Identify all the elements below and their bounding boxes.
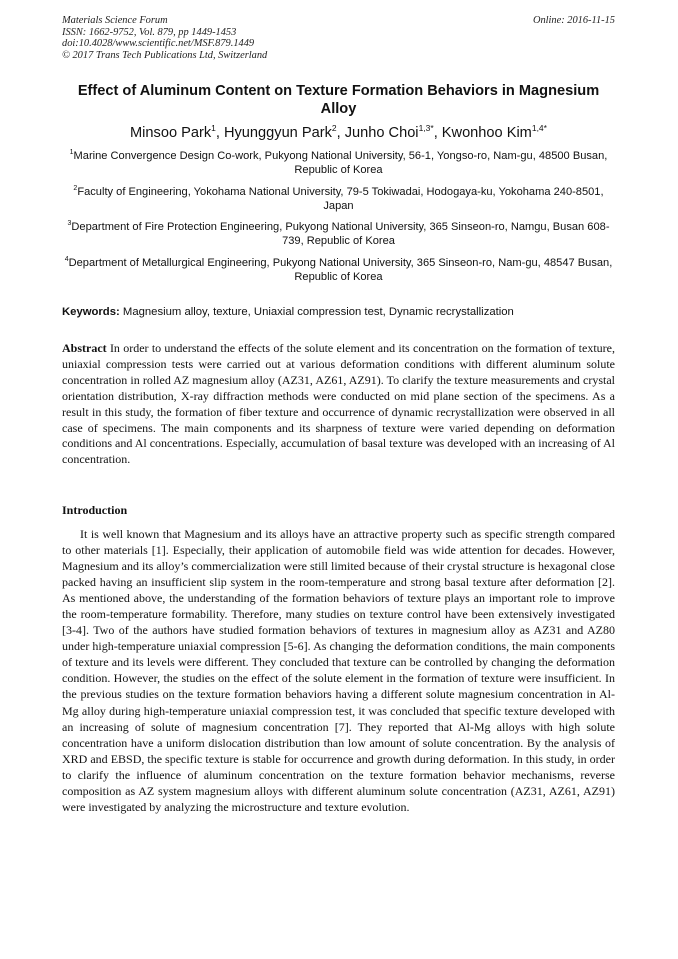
author: Minsoo Park$^1$, <box>130 123 224 141</box>
keywords-text: Magnesium alloy, texture, Uniaxial compression test, Dynamic recrystallization <box>122 306 514 318</box>
journal-name: Materials Science Forum <box>62 15 168 26</box>
doi-line: doi:10.4028/www.scientific.net/MSF.879.1449 <box>62 38 255 50</box>
affiliation-3: $^3$Department of Fire Protection Engineering, Pukyong National University, 365 Sinseon-ro, Namgu, Busan 608-739, Republic of Korea <box>67 220 610 248</box>
online-date: Online: 2016-11-15 <box>532 15 615 26</box>
keywords <box>62 305 615 319</box>
abstract-label: Abstract <box>62 341 107 355</box>
author: Kwonhoo Kim$^{1,4*}$ <box>441 123 547 141</box>
paper-title: Effect of Aluminum Content on Texture Formation Behaviors in Magnesium Alloy <box>77 83 600 117</box>
keywords-label: Keywords: <box>62 306 120 318</box>
abstract-text: In order to understand the effects of the solute element and its concentration on the formation of texture, uniaxial compression tests were carried out at various deformation conditions with different aluminum solute concentration in rolled AZ magnesium alloy (AZ31, AZ61, AZ91). To clarify the texture measurements and crystal orientation distribution, X-ray diffraction methods were conducted on mid plane section of the specimens. As a result in this study, the formation of fiber texture and occurrence of dynamic recrystallization were observed in all case of specimens. The main components and its sharpness of texture were varied depending on deformation conditions and Al concentrations. Especially, accumulation of basal texture was developed with an increasing of Al concentration. <box>62 341 615 467</box>
author: Junho Choi$^{1,3*}$, <box>344 123 442 141</box>
copyright-line: © 2017 Trans Tech Publications Ltd, Switzerland <box>62 49 268 61</box>
section-heading-introduction: Introduction <box>62 503 128 517</box>
issn-line: ISSN: 1662-9752, Vol. 879, pp 1449-1453 <box>62 26 237 38</box>
affiliation-2: $^2$Faculty of Engineering, Yokohama National University, 79-5 Tokiwadai, Hodogaya-ku, Yokohama 240-8501, Japan <box>73 185 604 213</box>
affiliation-1: $^1$Marine Convergence Design Co-work, Pukyong National University, 56-1, Yongso-ro, Nam-gu, 48500 Busan, Republic of Korea <box>69 149 608 177</box>
affiliation-4: $^4$Department of Metallurgical Engineering, Pukyong National University, 365 Sinseon-ro, Nam-gu, 48547 Busan, Republic of Korea <box>64 256 613 284</box>
journal-header <box>62 15 615 61</box>
abstract <box>62 341 615 468</box>
author: Hyunggyun Park$^2$, <box>223 123 345 141</box>
author-list <box>62 124 615 142</box>
introduction-text: It is well known that Magnesium and its alloys have an attractive property such as specific strength compared to other materials [1]. Especially, their application of automobile field was wide attention for decades. However, Magnesium and its alloy’s commercialization were still limited because of their crystal structure is hexagonal close packed having an insufficient slip system in the room-temperature and strong basal texture after deformation [2]. As mentioned above, the understanding of the formation behaviors of texture plays an important role to improve the room-temperature formability. Therefore, many studies on texture control have been extensively investigated [3-4]. Two of the authors have studied formation behaviors of textures in magnesium alloy as AZ31 and AZ80 under high-temperature uniaxial compression [5-6]. As changing the deformation conditions, the main components of texture and its levels were different. They concluded that texture can be controlled by changing the deformation condition. However, the studies on the effect of the solute element in the formation of texture were insufficient. In the previous studies on the texture formation behaviors having a different solute magnesium concentration in Al-Mg alloy during high-temperature uniaxial compression test, it was concluded that specific texture developed with an increasing of solute of magnesium concentration [7]. They reported that Al-Mg alloys with high solute concentration have a uniform dislocation distribution than low amount of solute concentration. By the analysis of XRD and EBSD, the specific texture is stable for occurrence and growth during deformation. In this study, in order to clarify the influence of aluminum concentration on the texture formation behavior mechanisms, reverse composition as AZ system magnesium alloys with different aluminum solute concentration (AZ31, AZ61, AZ91) were investigated by analyzing the microstructure and texture evolution. <box>62 527 615 814</box>
